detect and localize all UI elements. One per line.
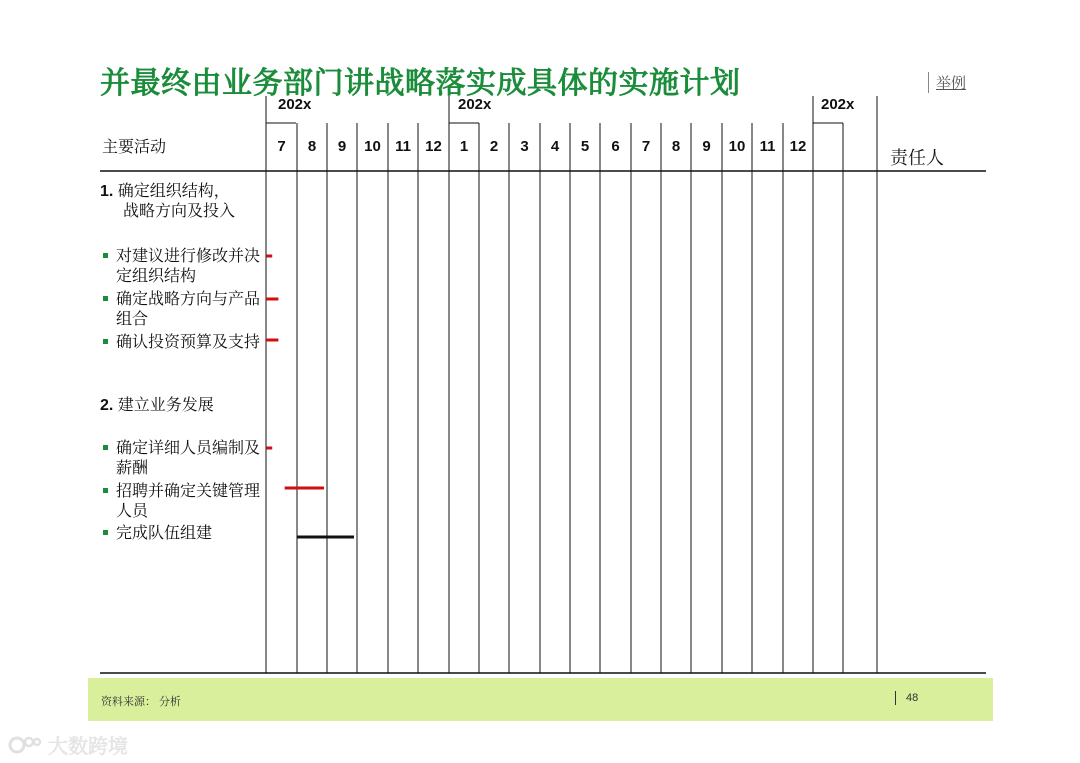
activity-item-2: 确定战略方向与产品组合 [102,290,266,330]
activity-item-6: 完成队伍组建 [102,524,266,544]
activity-item-5: 招聘并确定关键管理人员 [102,482,266,522]
page-number: 48 [895,691,918,705]
month-label-15: 9 [702,138,711,155]
month-label-17: 11 [759,138,776,155]
watermark-text: 大数跨境 [48,736,128,758]
month-label-7: 1 [459,138,469,155]
month-label-8: 2 [489,138,499,155]
month-label-2: 8 [307,138,317,155]
section-2-title [100,396,262,416]
activity-item-3: 确认投资预算及支持 [102,333,266,353]
month-label-10: 4 [550,138,560,155]
section-1-title [100,182,262,222]
section-1-number: 1. [100,183,114,200]
month-label-6: 12 [425,138,442,155]
activity-item-4: 确定详细人员编制及薪酬 [102,439,266,479]
month-label-11: 5 [580,138,590,155]
watermark-logo-icon [8,734,42,756]
month-label-16: 10 [728,138,746,155]
month-label-4: 10 [364,138,381,155]
month-label-12: 6 [611,138,620,155]
month-label-9: 3 [520,138,529,155]
responsible-header: 责任人 [890,148,944,168]
year-label-1: 202x [278,96,312,113]
section-1-line-2: 战略方向及投入 [123,203,236,220]
year-label-2: 202x [458,96,492,113]
month-label-14: 8 [671,138,681,155]
page-title: 并最终由业务部门讲战略落实成具体的实施计划 [100,67,741,100]
year-label-3: 202x [821,96,855,113]
month-label-1: 7 [277,138,286,155]
section-2-number: 2. [100,397,114,414]
activity-item-1: 对建议进行修改并决定组织结构 [102,247,266,287]
section-1-line-1: 确定组织结构， [117,183,230,200]
month-label-5: 11 [395,138,411,155]
month-label-3: 9 [337,138,347,155]
month-label-18: 12 [789,138,807,155]
source-note: 资料来源： 分析 [101,696,182,708]
main-activity-header: 主要活动 [102,139,167,156]
section-2-label: 建立业务发展 [117,397,214,414]
example-tag: 举例 [928,72,966,93]
footer-bar [88,678,993,721]
month-label-13: 7 [641,138,651,155]
watermark [8,730,128,759]
